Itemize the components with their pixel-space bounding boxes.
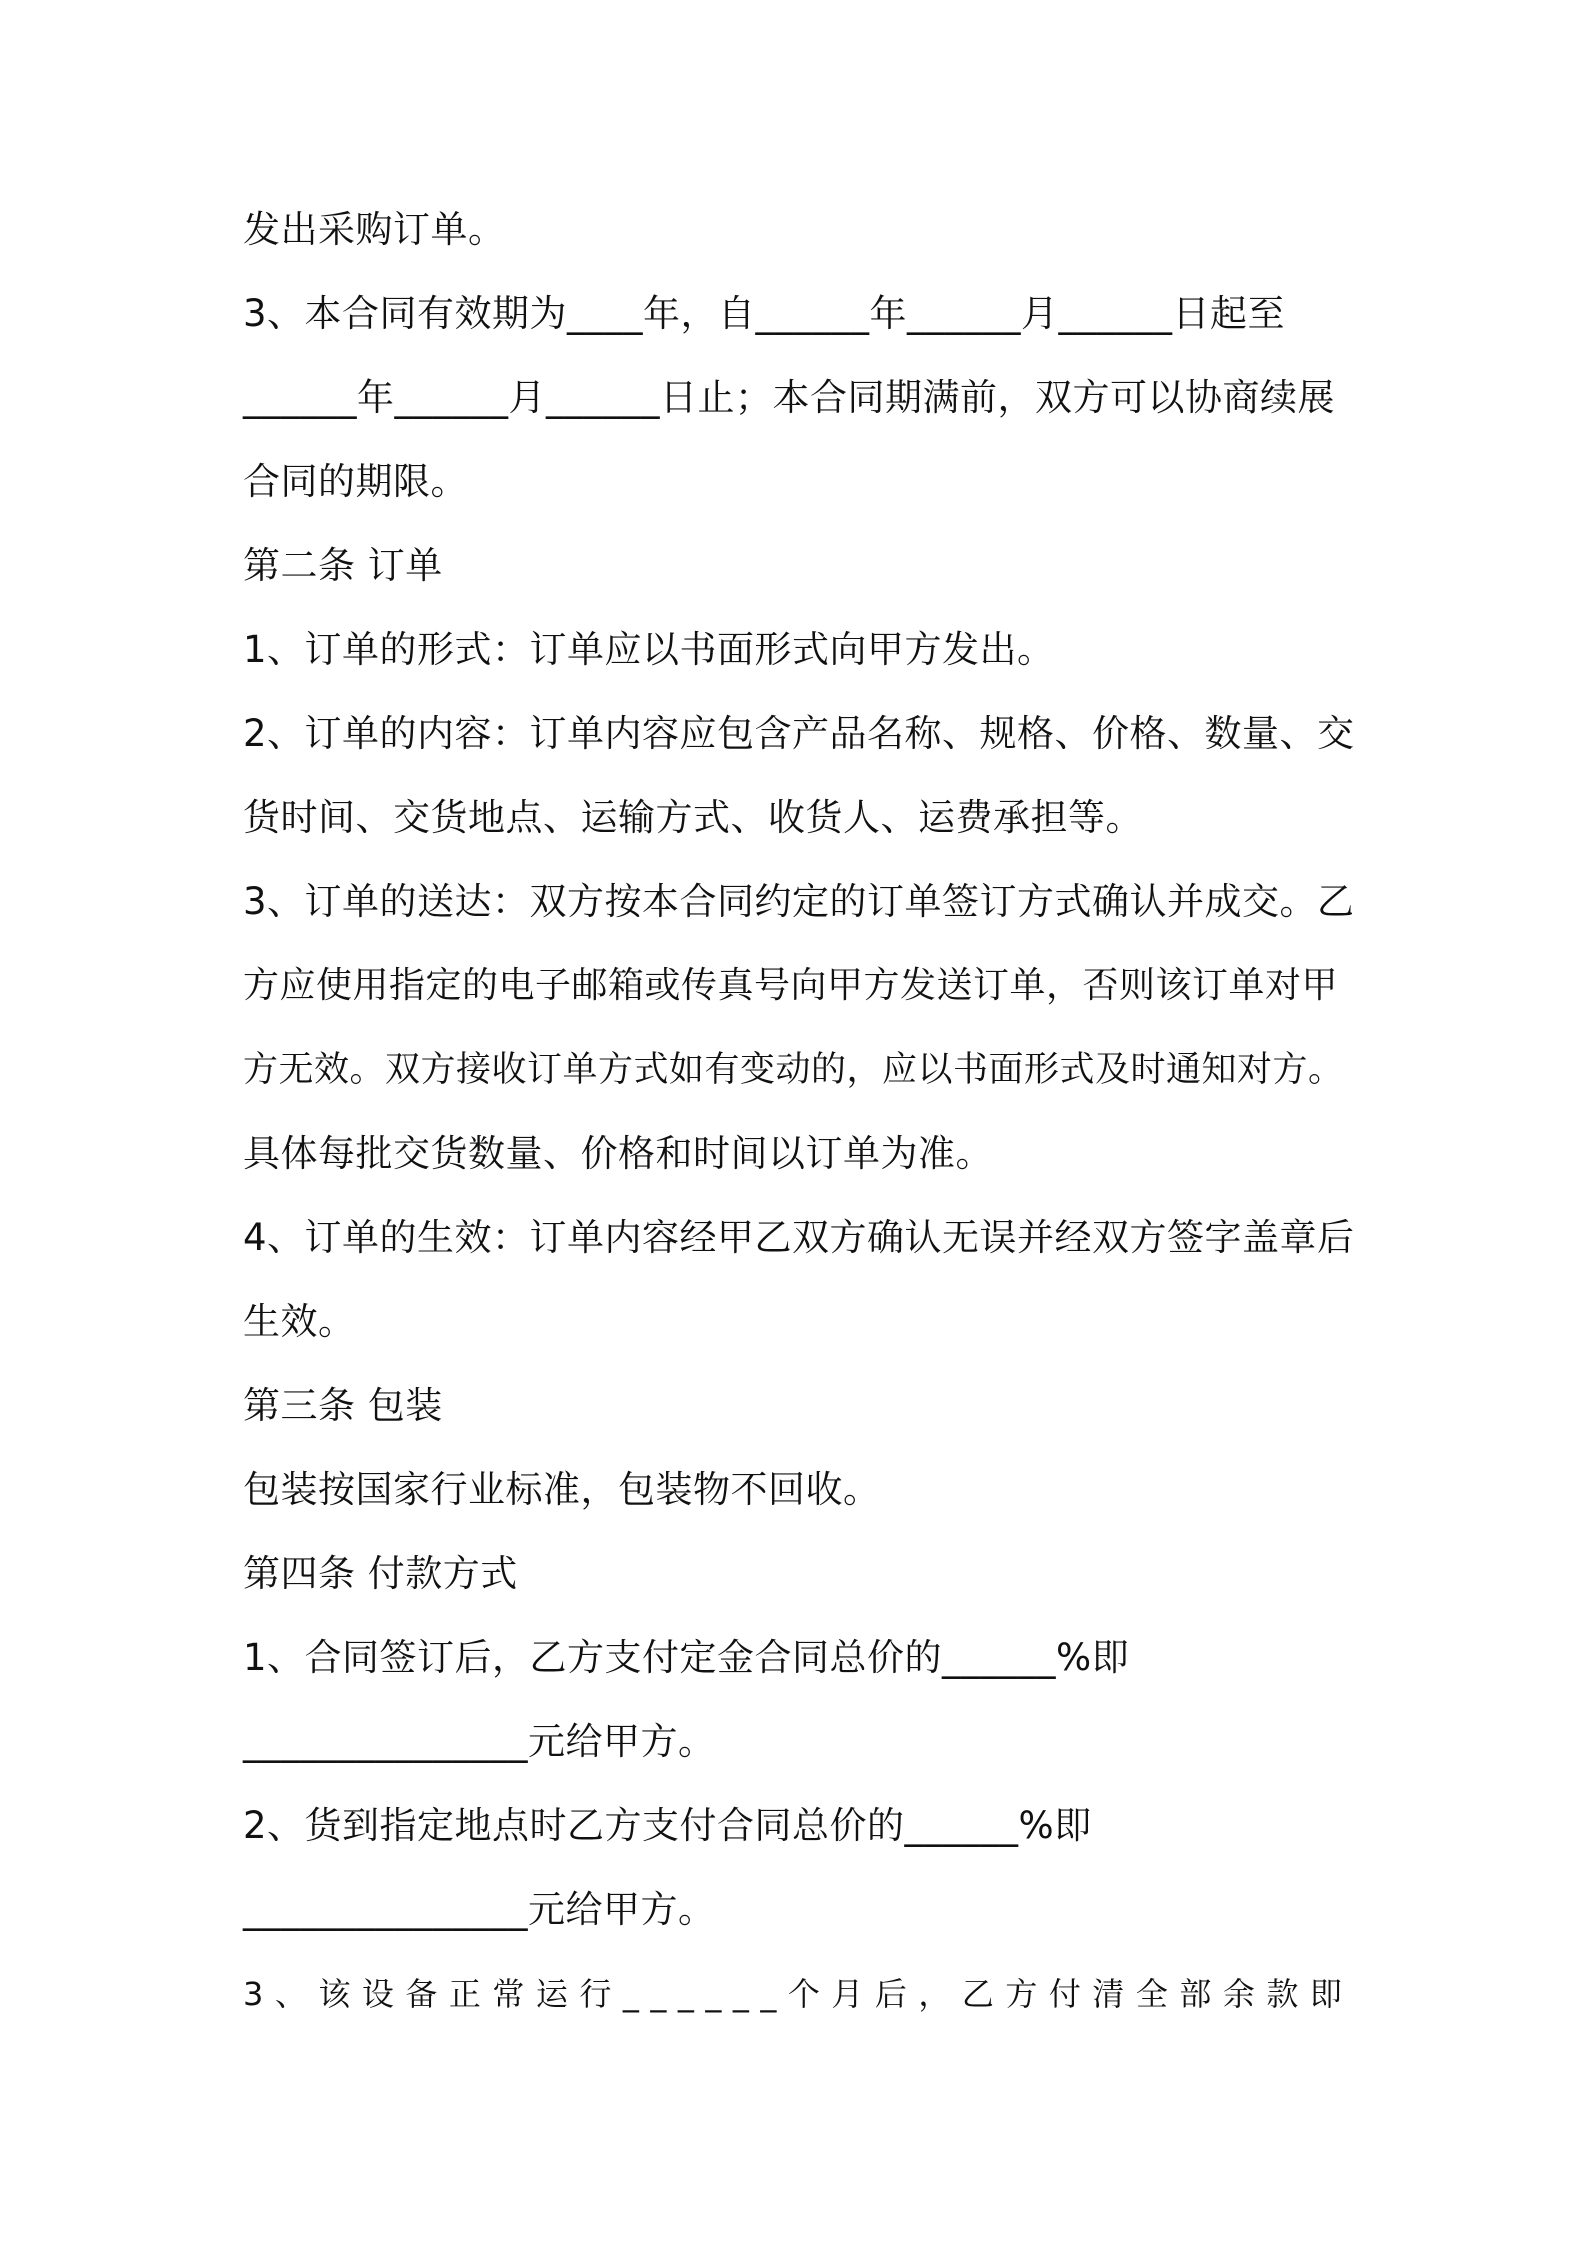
section-heading: 第四条 付款方式 [243,1552,518,1595]
text-line: 货时间、交货地点、运输方式、收货人、运费承担等。 [243,796,1143,839]
text-line: 包装按国家行业标准，包装物不回收。 [243,1468,881,1511]
text-line: 1、合同签订后，乙方支付定金合同总价的______%即 [243,1636,1130,1679]
text-line: 发出采购订单。 [243,208,506,251]
text-line: 3、本合同有效期为____年，自______年______月______日起至 [243,292,1286,335]
section-heading: 第二条 订单 [243,544,443,587]
text-line: 生效。 [243,1300,356,1343]
text-line: 合同的期限。 [243,460,468,503]
text-line: _______________元给甲方。 [243,1720,716,1763]
text-line: 2、订单的内容：订单内容应包含产品名称、规格、价格、数量、交 [243,712,1355,755]
text-line: 具体每批交货数量、价格和时间以订单为准。 [243,1132,993,1175]
text-line: 方无效。双方接收订单方式如有变动的，应以书面形式及时通知对方。 [243,1050,1344,1090]
section-heading: 第三条 包装 [243,1384,443,1427]
text-line: 方应使用指定的电子邮箱或传真号向甲方发送订单，否则该订单对甲 [243,965,1339,1006]
document-body [243,198,1359,2046]
text-line: 1、订单的形式：订单应以书面形式向甲方发出。 [243,628,1055,671]
text-line: 3、订单的送达：双方按本合同约定的订单签订方式确认并成交。乙 [243,880,1355,923]
text-line: 4、订单的生效：订单内容经甲乙双方确认无误并经双方签字盖章后 [243,1216,1355,1259]
text-line: _______________元给甲方。 [243,1888,716,1931]
text-line: 3、该设备正常运行______个月后，乙方付清全部余款即 [243,1975,1354,2013]
text-line: ______年______月______日止；本合同期满前，双方可以协商续展 [243,376,1335,419]
text-line: 2、货到指定地点时乙方支付合同总价的______%即 [243,1804,1092,1847]
